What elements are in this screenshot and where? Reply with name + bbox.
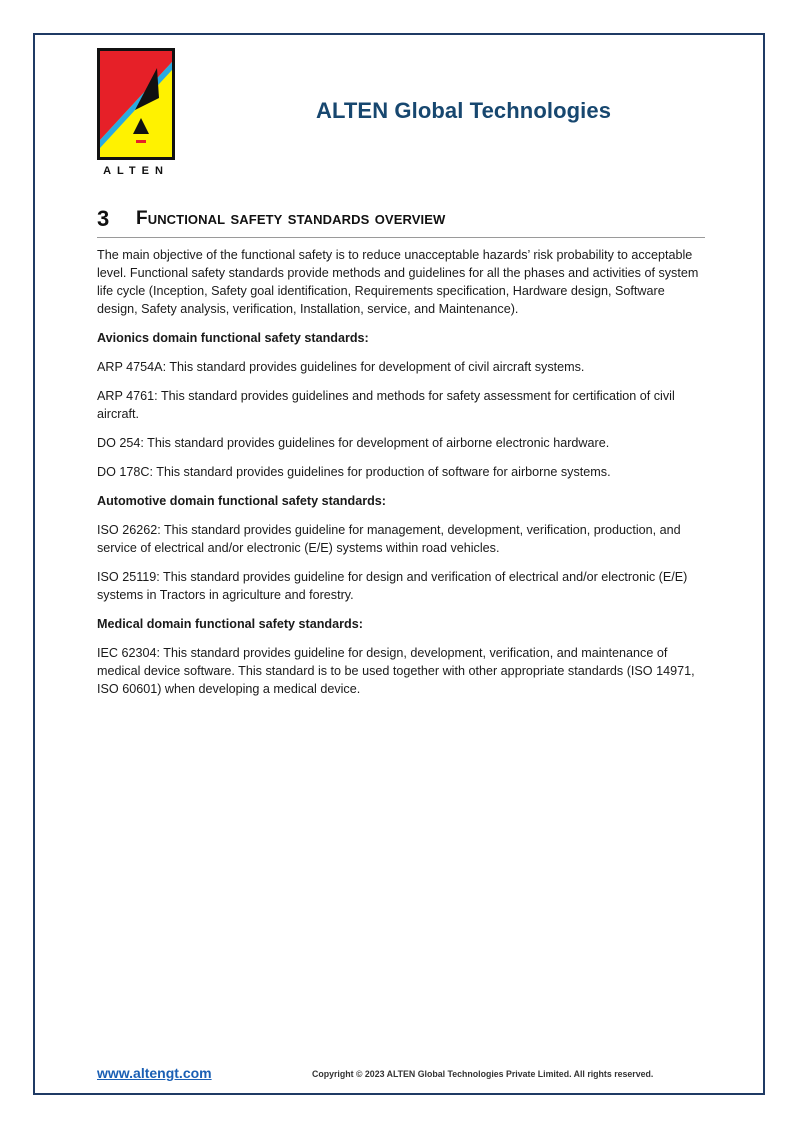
arp4754a-paragraph: ARP 4754A: This standard provides guidelines for development of civil aircraft systems. [97,360,585,374]
avionics-heading: Avionics domain functional safety standards: [97,331,369,345]
copyright-notice: Copyright © 2023 ALTEN Global Technologies Private Limited. All rights reserved. [312,1069,654,1079]
company-name: ALTEN Global Technologies [316,98,612,123]
iso25119-paragraph: ISO 25119: This standard provides guideline for design and verification of electrical and/or electronic (E/E) systems in Tractors in agriculture and forestry. [97,570,688,602]
section-title: Functional safety standards overview [136,208,446,229]
medical-heading: Medical domain functional safety standards: [97,617,363,631]
iso26262-paragraph: ISO 26262: This standard provides guideline for management, development, verification, production, and service of electrical and/or electronic (E/E) systems within road vehicles. [97,523,681,555]
intro-paragraph: The main objective of the functional safety is to reduce unacceptable hazards’ risk probability to acceptable level. Functional safety standards provide methods and guidelines for all the phases and activities of system life cycle (Inception, Safety goal identification, Requirements specification, Hardware design, Software design, Safety analysis, verification, Installation, service, and Maintenance). [97,248,699,316]
section-heading [97,206,705,238]
do178c-paragraph: DO 178C: This standard provides guidelines for production of software for airborne systems. [97,465,611,479]
do254-paragraph: DO 254: This standard provides guidelines for development of airborne electronic hardware. [97,436,610,450]
svg-text:ALTEN: ALTEN [103,165,169,177]
website-link[interactable]: www.altengt.com [97,1065,212,1081]
document-body [97,246,707,709]
automotive-heading: Automotive domain functional safety standards: [97,494,386,508]
iec62304-paragraph: IEC 62304: This standard provides guideline for design, development, verification, and maintenance of medical device software. This standard is to be used together with other appropriate standards (ISO 14971, ISO 60601) when developing a medical device. [97,646,695,696]
section-number: 3 [97,206,110,231]
alten-logo [97,48,177,178]
arp4761-paragraph: ARP 4761: This standard provides guidelines and methods for safety assessment for certification of civil aircraft. [97,389,675,421]
